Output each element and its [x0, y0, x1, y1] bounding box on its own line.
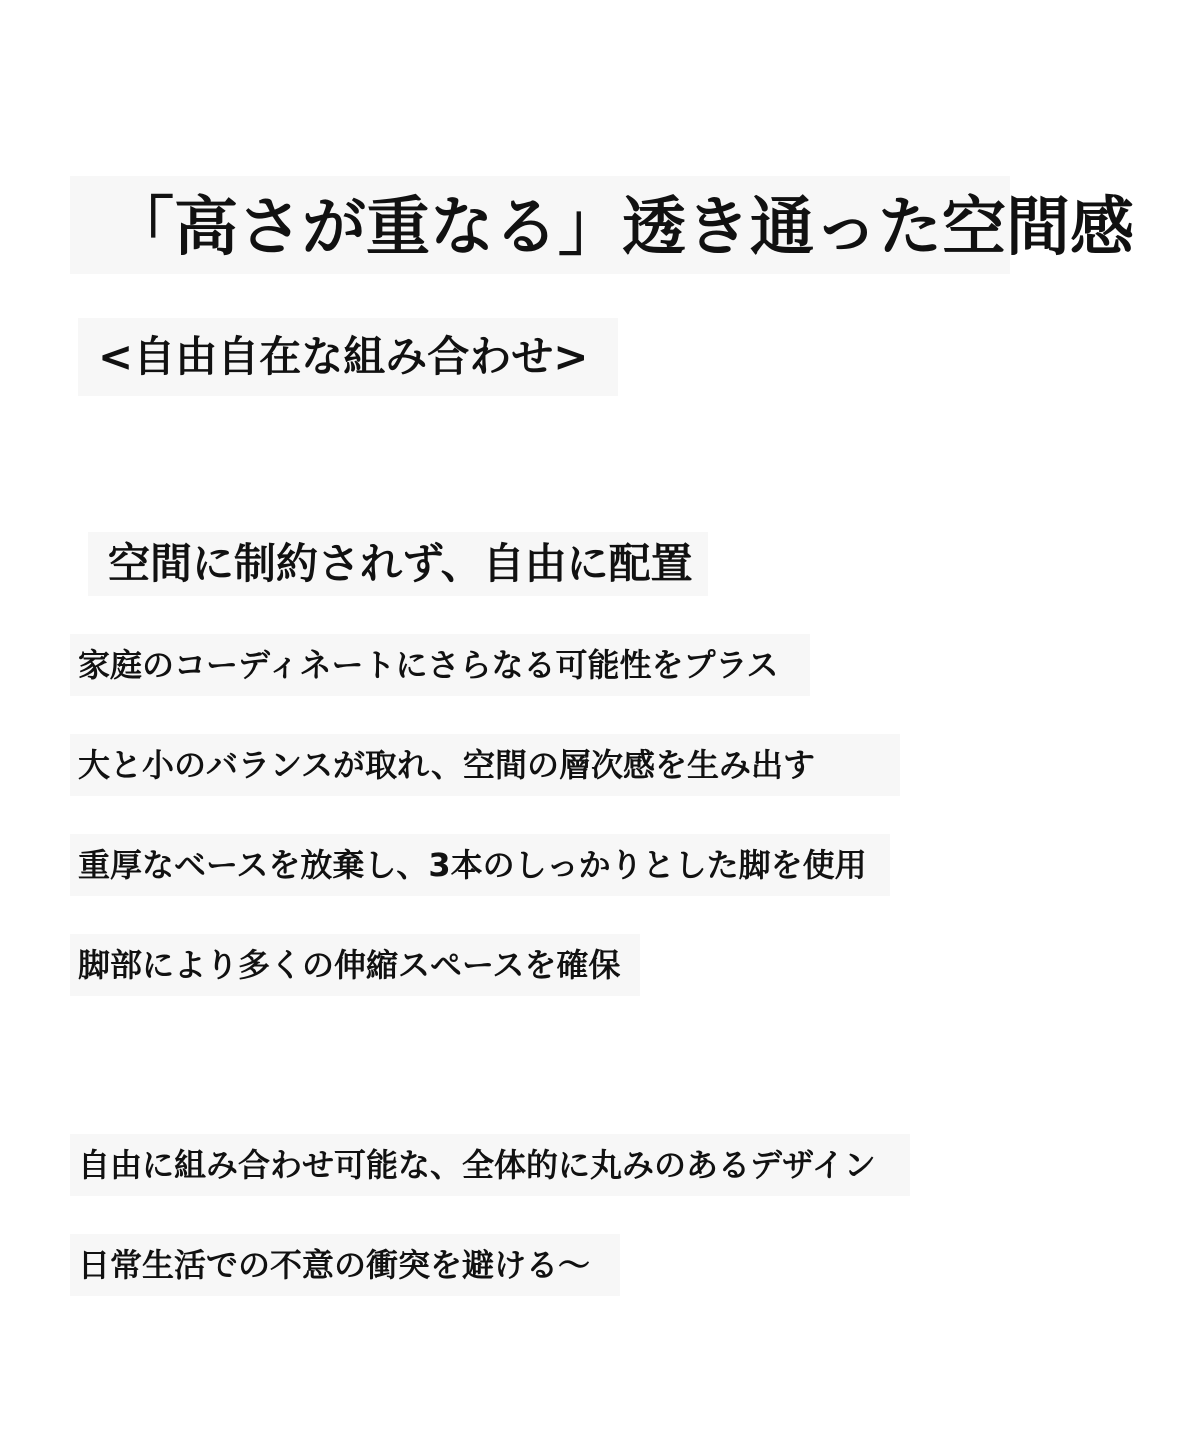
feature-line-rounded-design: 自由に組み合わせ可能な、全体的に丸みのあるデザイン — [70, 1134, 910, 1196]
page-title: 「高さが重なる」透き通った空間感 — [70, 176, 1010, 274]
feature-line-balance: 大と小のバランスが取れ、空間の層次感を生み出す — [70, 734, 900, 796]
page-subtitle: <自由自在な組み合わせ> — [78, 318, 618, 396]
feature-line-leg-space: 脚部により多くの伸縮スペースを確保 — [70, 934, 640, 996]
section-heading: 空間に制約されず、自由に配置 — [88, 532, 708, 596]
feature-line-coordination: 家庭のコーディネートにさらなる可能性をプラス — [70, 634, 810, 696]
feature-line-three-legs: 重厚なベースを放棄し、3本のしっかりとした脚を使用 — [70, 834, 890, 896]
feature-line-avoid-collision: 日常生活での不意の衝突を避ける〜 — [70, 1234, 620, 1296]
